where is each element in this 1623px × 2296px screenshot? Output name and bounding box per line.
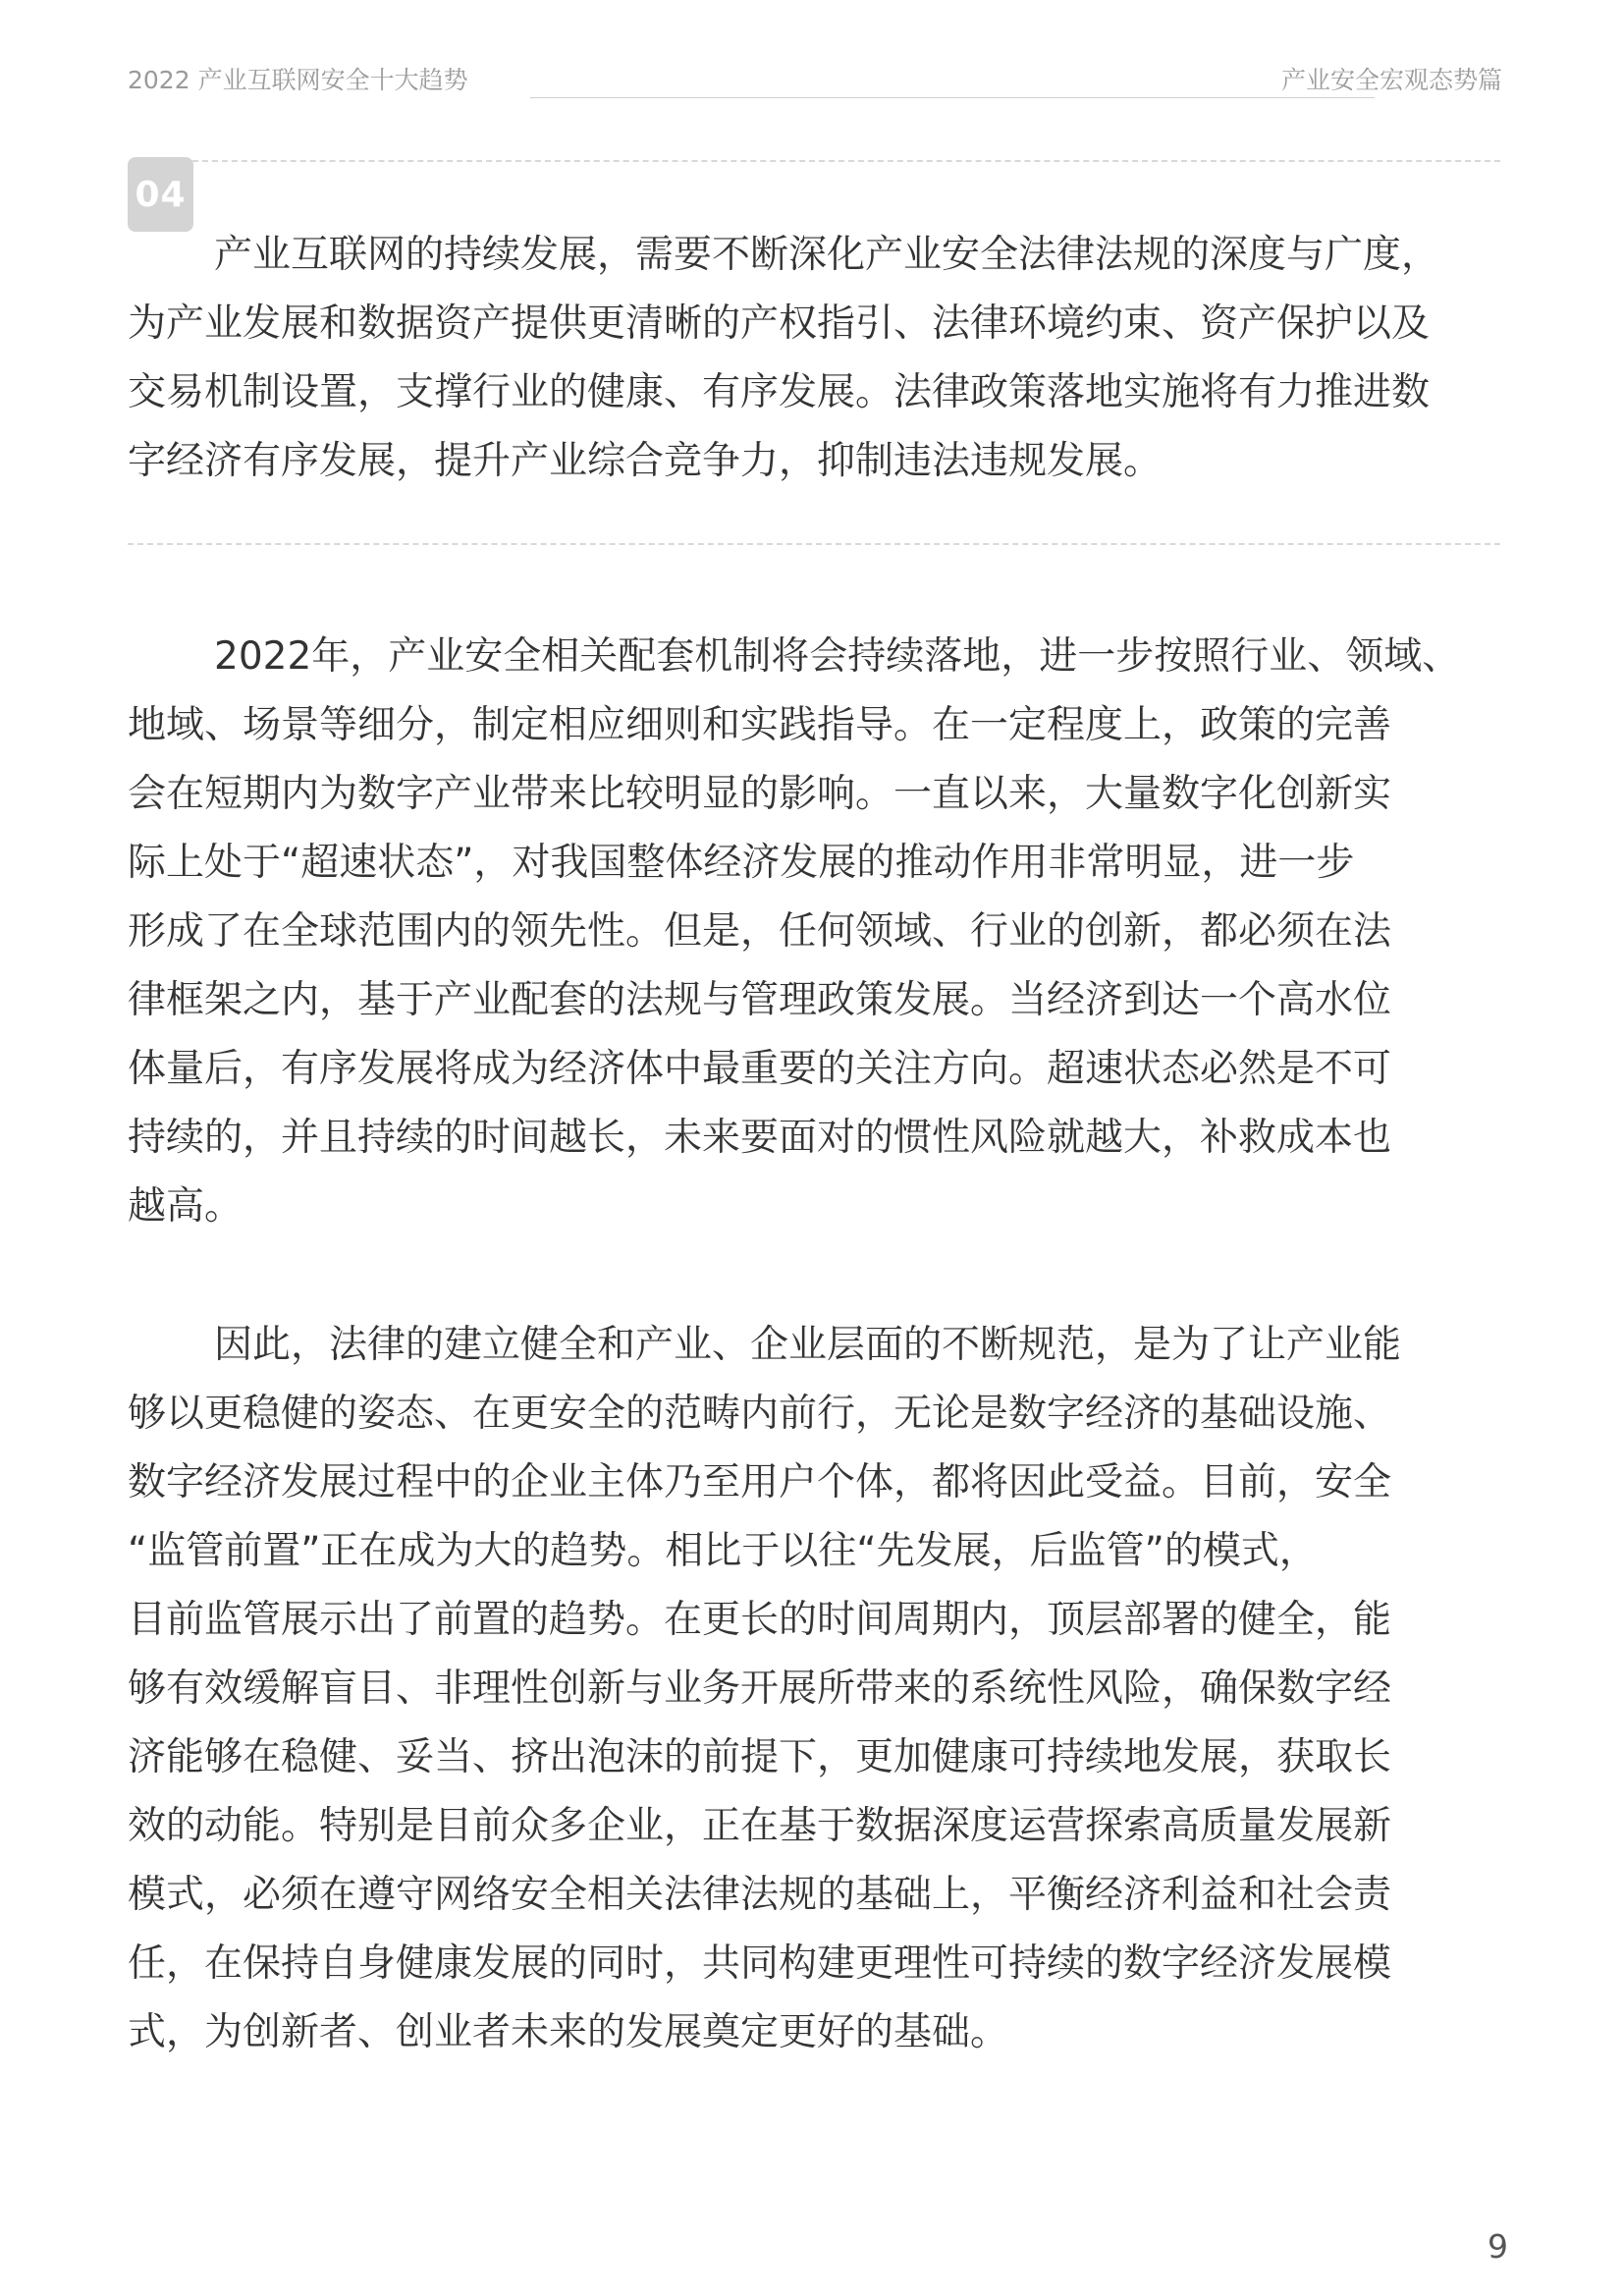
paragraph-line: 够有效缓解盲目、非理性创新与业务开展所带来的系统性风险，确保数字经 [128,1667,1392,1711]
callout-line: 字经济有序发展，提升产业综合竞争力，抑制违法违规发展。 [128,439,1163,483]
callout-bottom-divider [128,543,1500,545]
trend-summary-callout [128,221,1522,496]
paragraph-line: “监管前置”正在成为大的趋势。相比于以往“先发展，后监管”的模式， [128,1529,1318,1573]
paragraph-line: 际上处于“超速状态”，对我国整体经济发展的推动作用非常明显，进一步 [128,841,1355,885]
paragraph-line: 模式，必须在遵守网络安全相关法律法规的基础上，平衡经济利益和社会责 [128,1873,1392,1917]
paragraph-2 [128,1311,1522,2067]
paragraph-1 [128,623,1522,1241]
paragraph-line: 目前监管展示出了前置的趋势。在更长的时间周期内，顶层部署的健全，能 [128,1598,1392,1642]
paragraph-line: 律框架之内，基于产业配套的法规与管理政策发展。当经济到达一个高水位 [128,978,1392,1022]
paragraph-line: 会在短期内为数字产业带来比较明显的影响。一直以来，大量数字化创新实 [128,772,1392,816]
paragraph-line: 越高。 [128,1184,243,1229]
paragraph-line: 形成了在全球范围内的领先性。但是，任何领域、行业的创新，都必须在法 [128,909,1392,954]
header-document-title: 2022 产业互联网安全十大趋势 [128,66,468,94]
callout-line: 产业互联网的持续发展，需要不断深化产业安全法律法规的深度与广度， [214,233,1440,277]
page-header [128,61,1502,100]
paragraph-line: 式，为创新者、创业者未来的发展奠定更好的基础。 [128,2010,1009,2054]
paragraph-line: 任，在保持自身健康发展的同时，共同构建更理性可持续的数字经济发展模 [128,1941,1392,1986]
paragraph-line: 2022年，产业安全相关配套机制将会持续落地，进一步按照行业、领域、 [214,634,1461,679]
paragraph-line: 因此，法律的建立健全和产业、企业层面的不断规范，是为了让产业能 [214,1323,1402,1367]
header-section-title: 产业安全宏观态势篇 [1280,66,1502,94]
callout-top-divider [192,160,1500,162]
callout-line: 为产业发展和数据资产提供更清晰的产权指引、法律环境约束、资产保护以及 [128,301,1431,346]
paragraph-line: 持续的，并且持续的时间越长，未来要面对的惯性风险就越大，补救成本也 [128,1116,1392,1160]
callout-line: 交易机制设置，支撑行业的健康、有序发展。法律政策落地实施将有力推进数 [128,370,1431,414]
paragraph-line: 体量后，有序发展将成为经济体中最重要的关注方向。超速状态必然是不可 [128,1047,1392,1091]
paragraph-line: 地域、场景等细分，制定相应细则和实践指导。在一定程度上，政策的完善 [128,703,1392,747]
paragraph-line: 济能够在稳健、妥当、挤出泡沫的前提下，更加健康可持续地发展，获取长 [128,1735,1392,1779]
trend-number-badge: 04 [128,157,193,232]
paragraph-line: 效的动能。特别是目前众多企业，正在基于数据深度运营探索高质量发展新 [128,1804,1392,1848]
page-number: 9 [1488,2227,1508,2266]
header-divider [530,97,1375,98]
body-text [128,623,1522,2137]
paragraph-line: 够以更稳健的姿态、在更安全的范畴内前行，无论是数字经济的基础设施、 [128,1392,1392,1436]
paragraph-line: 数字经济发展过程中的企业主体乃至用户个体，都将因此受益。目前，安全 [128,1460,1392,1504]
